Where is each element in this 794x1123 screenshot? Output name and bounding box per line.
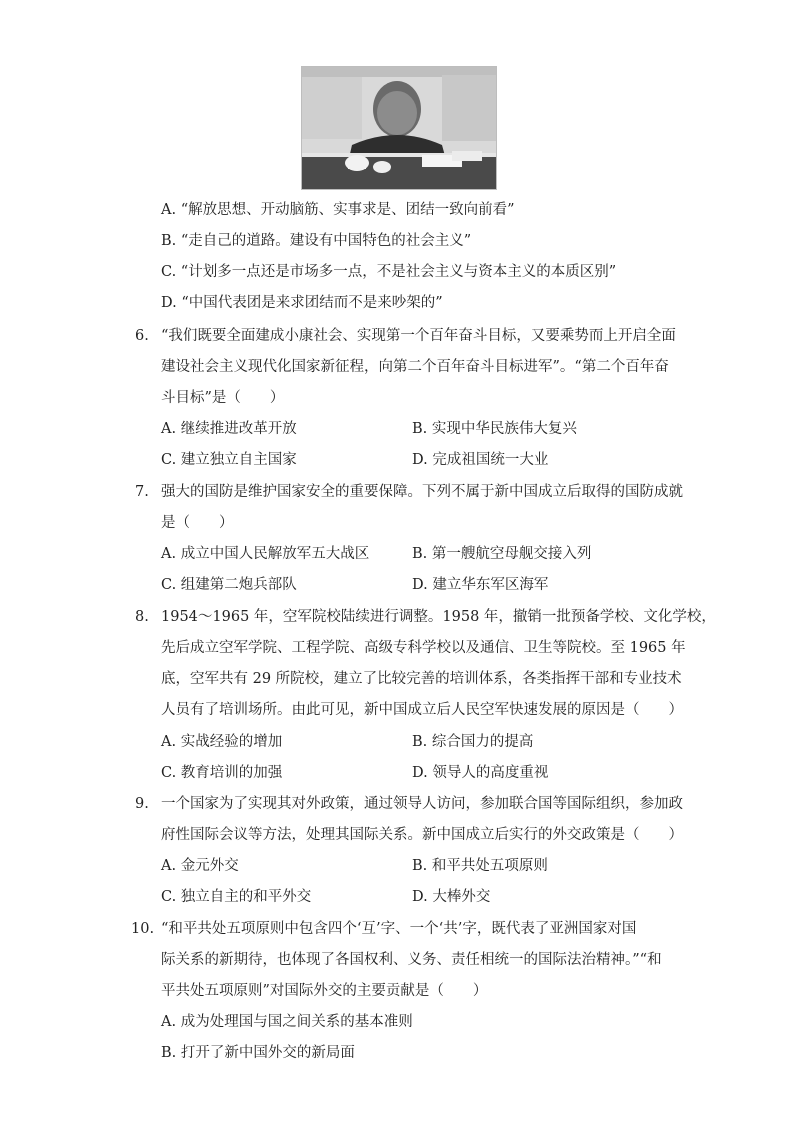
q10-stem-line-3: 平共处五项原则”对国际外交的主要贡献是（ ） xyxy=(161,983,488,999)
q9-number: 9. xyxy=(135,796,149,812)
q7-option-a: A. 成立中国人民解放军五大战区 xyxy=(161,546,370,562)
q8-option-b: B. 综合国力的提高 xyxy=(412,734,534,750)
q6-stem-line-3: 斗目标”是（ ） xyxy=(161,390,285,406)
q6-option-b: B. 实现中华民族伟大复兴 xyxy=(412,421,577,437)
q8-number: 8. xyxy=(135,609,149,625)
q10-option-b: B. 打开了新中国外交的新局面 xyxy=(161,1045,355,1061)
q8-option-d: D. 领导人的高度重视 xyxy=(412,765,549,781)
q9-option-b: B. 和平共处五项原则 xyxy=(412,858,548,874)
q7-option-c: C. 组建第二炮兵部队 xyxy=(161,577,297,593)
q10-stem-line-1: “和平共处五项原则中包含四个‘互’字、一个‘共’字，既代表了亚洲国家对国 xyxy=(161,921,637,937)
q5-option-c: C. “计划多一点还是市场多一点，不是社会主义与资本主义的本质区别” xyxy=(161,264,617,280)
q8-stem-line-1: 1954～1965 年，空军院校陆续进行调整。1958 年，撤销一批预备学校、文化学校， xyxy=(161,609,716,625)
q7-number: 7. xyxy=(135,484,149,500)
q5-option-b: B. “走自己的道路。建设有中国特色的社会主义” xyxy=(161,233,472,249)
q10-number: 10. xyxy=(131,921,155,937)
portrait-photo-drawing xyxy=(302,67,496,189)
q6-option-a: A. 继续推进改革开放 xyxy=(161,421,297,437)
q7-option-d: D. 建立华东军区海军 xyxy=(412,577,549,593)
q9-option-d: D. 大棒外交 xyxy=(412,889,491,905)
q9-stem-line-1: 一个国家为了实现其对外政策，通过领导人访问，参加联合国等国际组织，参加政 xyxy=(161,796,683,812)
q6-option-c: C. 建立独立自主国家 xyxy=(161,452,297,468)
q9-stem-line-2: 府性国际会议等方法，处理其国际关系。新中国成立后实行的外交政策是（ ） xyxy=(161,827,683,843)
q7-option-b: B. 第一艘航空母舰交接入列 xyxy=(412,546,592,562)
q7-stem-line-1: 强大的国防是维护国家安全的重要保障。下列不属于新中国成立后取得的国防成就 xyxy=(161,484,683,500)
q9-option-a: A. 金元外交 xyxy=(161,858,239,874)
q10-stem-line-2: 际关系的新期待，也体现了各国权利、义务、责任相统一的国际法治精神。”“和 xyxy=(161,952,662,968)
q6-option-d: D. 完成祖国统一大业 xyxy=(412,452,549,468)
q8-stem-line-2: 先后成立空军学院、工程学院、高级专科学校以及通信、卫生等院校。至 1965 年 xyxy=(161,640,686,656)
q6-stem-line-2: 建设社会主义现代化国家新征程，向第二个百年奋斗目标进军”。“第二个百年奋 xyxy=(161,359,669,375)
q7-stem-line-2: 是（ ） xyxy=(161,515,234,531)
q5-option-d: D. “中国代表团是来求团结而不是来吵架的” xyxy=(161,295,443,311)
q8-option-c: C. 教育培训的加强 xyxy=(161,765,283,781)
q6-number: 6. xyxy=(135,328,149,344)
q8-stem-line-4: 人员有了培训场所。由此可见，新中国成立后人民空军快速发展的原因是（ ） xyxy=(161,702,683,718)
q6-stem-line-1: “我们既要全面建成小康社会、实现第一个百年奋斗目标，又要乘势而上开启全面 xyxy=(161,328,676,344)
q9-option-c: C. 独立自主的和平外交 xyxy=(161,889,312,905)
q5-option-a: A. “解放思想、开动脑筋、实事求是、团结一致向前看” xyxy=(161,202,515,218)
q8-stem-line-3: 底，空军共有 29 所院校，建立了比较完善的培训体系，各类指挥干部和专业技术 xyxy=(161,671,682,687)
q8-option-a: A. 实战经验的增加 xyxy=(161,734,283,750)
q10-option-a: A. 成为处理国与国之间关系的基本准则 xyxy=(161,1014,413,1030)
portrait-photo xyxy=(301,66,497,190)
